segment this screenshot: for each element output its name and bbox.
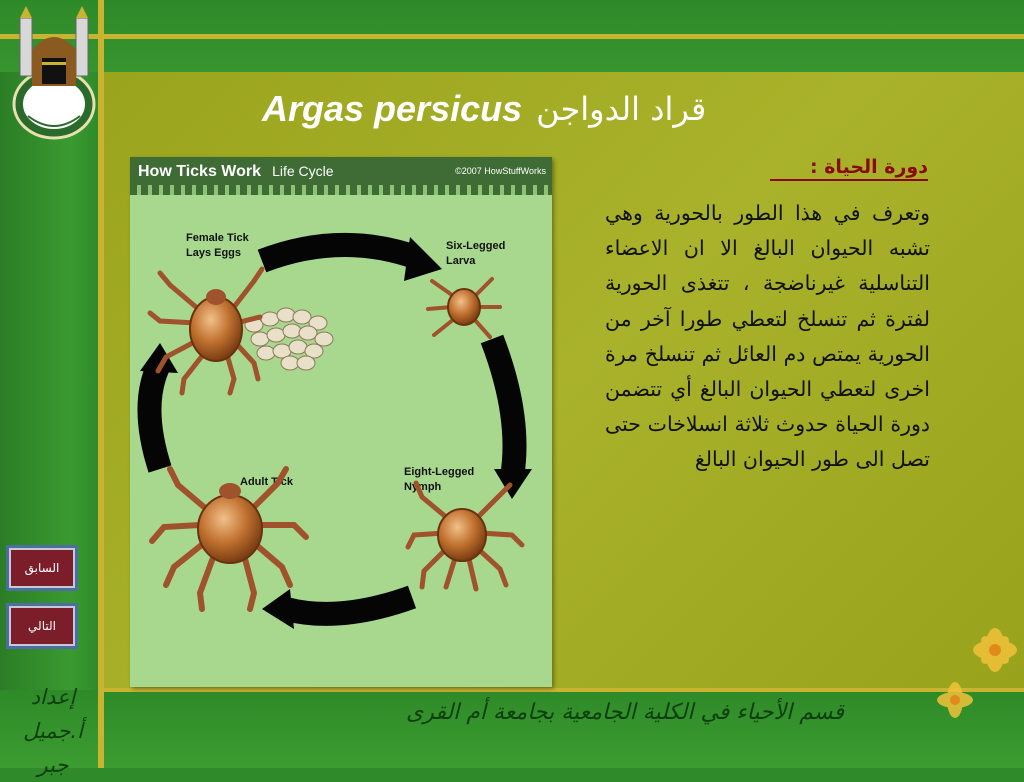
figure-header-thin: Life Cycle bbox=[272, 163, 334, 179]
cycle-arrow-top bbox=[262, 237, 442, 281]
stage-label-larva: Six-Legged Larva bbox=[446, 240, 506, 267]
credit-line-1: إعداد bbox=[30, 685, 76, 709]
figure-header-bold: How Ticks Work bbox=[138, 163, 261, 180]
section-heading: دورة الحياة : bbox=[770, 156, 928, 181]
section-body: وتعرف في هذا الطور بالحورية وهي تشبه الحيوان البالغ الا ان الاعضاء التناسلية غيرناضجة ، تتغذى الحورية لفترة ثم تنسلخ لتعطي طورا آخر من الحورية يمتص دم العائل ثم تنسلخ مرة اخرى لتعطي الحيوان البالغ أي تتضمن دورة الحياة حدوث ثلاثة انسلاخات حتى تصل الى طور الحيوان البالغ bbox=[605, 201, 930, 472]
slide-title bbox=[262, 84, 792, 134]
stage-label-adult: Adult Tick bbox=[240, 476, 293, 488]
gold-horizontal-line bbox=[0, 34, 1024, 39]
title-arabic: قراد الدواجن bbox=[536, 90, 707, 128]
university-logo bbox=[6, 4, 102, 142]
next-button[interactable]: التالي bbox=[6, 603, 78, 649]
cycle-arrow-left bbox=[140, 343, 178, 469]
larva-illustration bbox=[428, 279, 500, 337]
previous-button[interactable]: السابق bbox=[6, 545, 78, 591]
life-cycle-figure bbox=[130, 157, 552, 687]
nymph-illustration bbox=[408, 483, 522, 589]
stage-label-nymph: Eight-Legged Nymph bbox=[404, 466, 475, 493]
author-credit bbox=[14, 680, 92, 782]
footer-department: قسم الأحياء في الكلية الجامعية بجامعة أم القرى bbox=[405, 700, 845, 725]
figure-copyright: ©2007 HowStuffWorks bbox=[455, 166, 546, 176]
title-latin: Argas persicus bbox=[262, 88, 523, 129]
decorative-flower bbox=[925, 590, 1024, 740]
gold-footer-line bbox=[104, 688, 1024, 692]
adult-tick-illustration bbox=[152, 469, 306, 609]
credit-line-2: أ.جميل جبر bbox=[23, 719, 83, 777]
life-cycle-diagram bbox=[130, 157, 552, 687]
cycle-arrow-right bbox=[492, 339, 532, 499]
cycle-arrow-bottom bbox=[262, 589, 412, 629]
stage-label-female: Female Tick Lays Eggs bbox=[186, 232, 249, 259]
